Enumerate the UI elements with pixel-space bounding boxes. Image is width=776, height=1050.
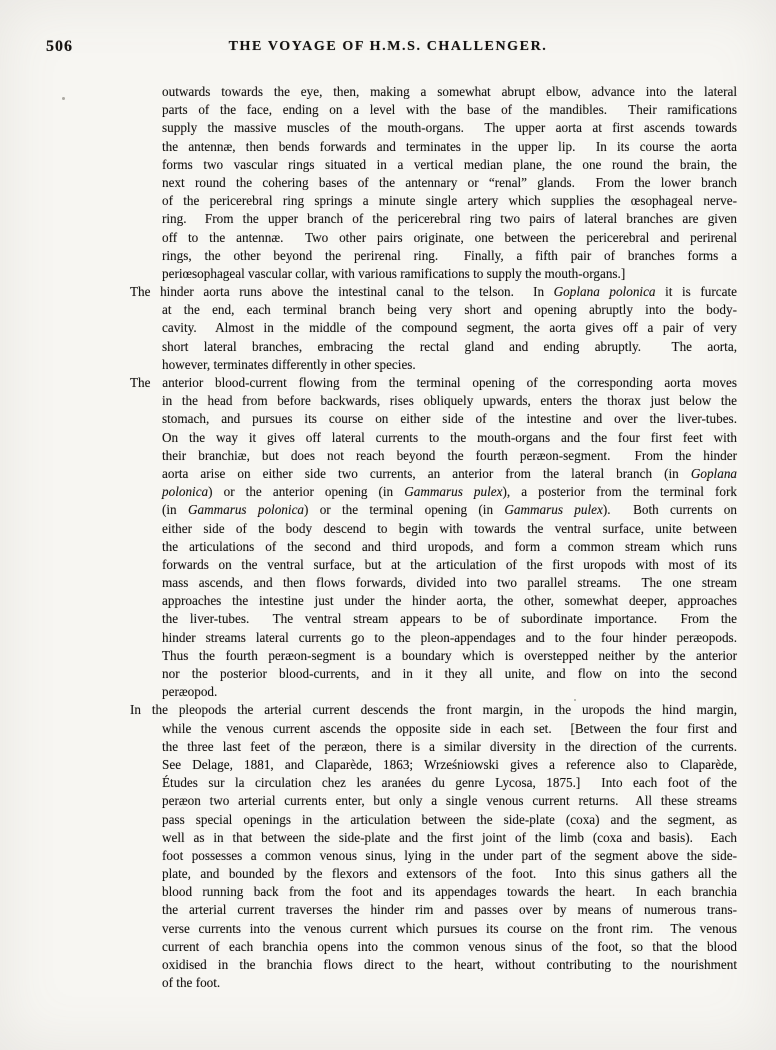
text-line: peræon two arterial currents enter, but only a single venous current returns. All these streams	[162, 793, 737, 809]
text-line: peræopod.	[162, 684, 218, 700]
text-line: The hinder aorta runs above the intestinal canal to the telson. In Goplana polonica it is furcate	[130, 284, 737, 300]
text-line: foot possesses a common venous sinus, lying in the under part of the segment above the side-	[162, 847, 737, 863]
text-line: aorta arise on either side two currents, an anterior from the lateral branch (in Goplana	[162, 465, 737, 481]
text-line: current of each branchia opens into the common venous sinus of the foot, so that the blood	[162, 938, 737, 954]
text-line: The anterior blood-current flowing from the terminal opening of the corresponding aorta moves	[130, 375, 737, 390]
page-number: 506	[46, 38, 73, 55]
text-line: off to the antennæ. Two other pairs originate, one between the pericerebral and perirenal	[162, 229, 737, 245]
running-title: THE VOYAGE OF H.M.S. CHALLENGER.	[228, 39, 548, 54]
text-line: pass special openings in the articulation between the side-plate (coxa) and the segment, as	[162, 811, 737, 827]
text-line: (in Gammarus polonica) or the terminal opening (in Gammarus pulex). Both currents on	[162, 502, 737, 518]
text-line: forwards on the ventral surface, but at the articulation of the first uropods with most of its	[162, 556, 737, 572]
text-line: parts of the face, ending on a level with the base of the mandibles. Their ramifications	[162, 102, 737, 118]
text-line: the liver-tubes. The ventral stream appears to be of subordinate importance. From the	[162, 611, 737, 627]
text-line: Études sur la circulation chez les aranées du genre Lycosa, 1875.] Into each foot of the	[162, 775, 737, 791]
text-line: mass ascends, and then flows forwards, divided into two parallel streams. The one stream	[162, 575, 737, 591]
text-line: rings, the other beyond the perirenal ring. Finally, a fifth pair of branches forms a	[162, 247, 737, 263]
text-line: forms two vascular rings situated in a vertical median plane, the one round the brain, the	[162, 156, 737, 172]
text-line: In the pleopods the arterial current descends the front margin, in the uropods the hind margin,	[130, 702, 737, 718]
text-line: periœsophageal vascular collar, with various ramifications to supply the mouth-organs.]	[162, 265, 626, 281]
text-line: the arterial current traverses the hinder rim and passes over by means of numerous trans-	[162, 902, 737, 918]
scan-speck	[62, 97, 65, 100]
text-line: the antennæ, then bends forwards and terminates in the upper lip. In its course the aorta	[162, 138, 737, 154]
text-line: stomach, and pursues its course on either side of the intestine and over the liver-tubes.	[162, 411, 737, 427]
text-line: of the foot.	[162, 975, 221, 991]
text-line: well as in that between the side-plate and the first joint of the limb (coxa and basis). Each	[162, 829, 737, 845]
text-line: next round the cohering bases of the antennary or “renal” glands. From the lower branch	[162, 174, 737, 190]
text-line: either side of the body descend to begin with towards the ventral surface, unite between	[162, 520, 737, 536]
text-line: Thus the fourth peræon-segment is a boundary which is overstepped neither by the anterior	[162, 647, 737, 663]
text-line: verse currents into the venous current which pursues its course on the front rim. The venous	[162, 920, 737, 936]
text-line: while the venous current ascends the opposite side in each set. [Between the four first and	[162, 720, 737, 736]
text-line: plate, and bounded by the flexors and extensors of the foot. Into this sinus gathers all the	[162, 866, 737, 882]
text-line: ring. From the upper branch of the pericerebral ring two pairs of lateral branches are given	[162, 211, 737, 227]
text-line: however, terminates differently in other species.	[162, 356, 416, 372]
text-line: of the pericerebral ring springs a minute single artery which supplies the œsophageal nerve-	[162, 193, 737, 209]
text-line: See Delage, 1881, and Claparède, 1863; Wrześniowski gives a reference also to Claparède,	[162, 756, 737, 772]
text-line: the articulations of the second and third uropods, and form a common stream which runs	[162, 538, 737, 554]
text-line: polonica) or the anterior opening (in Gammarus pulex), a posterior from the terminal fork	[162, 484, 737, 500]
text-line: the three last feet of the peræon, there is a similar diversity in the direction of the currents.	[162, 738, 737, 754]
text-line: On the way it gives off lateral currents to the mouth-organs and the four first feet with	[162, 429, 737, 445]
text-line: supply the massive muscles of the mouth-organs. The upper aorta at first ascends towards	[162, 120, 737, 136]
text-line: in the head from before backwards, rises obliquely upwards, enters the thorax just below the	[162, 393, 737, 409]
text-line: outwards towards the eye, then, making a somewhat abrupt elbow, advance into the lateral	[162, 84, 737, 99]
text-line: blood running back from the foot and its appendages towards the heart. In each branchia	[162, 884, 737, 900]
text-line: nor the posterior blood-currents, and in it they all unite, and flow on into the second	[162, 666, 737, 681]
text-line: cavity. Almost in the middle of the compound segment, the aorta gives off a pair of very	[162, 320, 737, 336]
text-line: approaches the intestine just under the hinder aorta, the other, somewhat deeper, approaches	[162, 593, 737, 609]
text-line: at the end, each terminal branch being very short and opening abruptly into the body-	[162, 302, 737, 318]
text-block	[130, 83, 737, 992]
text-line: hinder streams lateral currents go to the pleon-appendages and to the four hinder peræopods.	[162, 629, 737, 645]
text-line: short lateral branches, embracing the rectal gland and ending abruptly. The aorta,	[162, 338, 737, 354]
text-line: their branchiæ, but does not reach beyond the fourth peræon-segment. From the hinder	[162, 447, 737, 463]
scan-speck	[574, 699, 576, 701]
text-line: oxidised in the branchia flows direct to the heart, without contributing to the nourishment	[162, 957, 737, 972]
